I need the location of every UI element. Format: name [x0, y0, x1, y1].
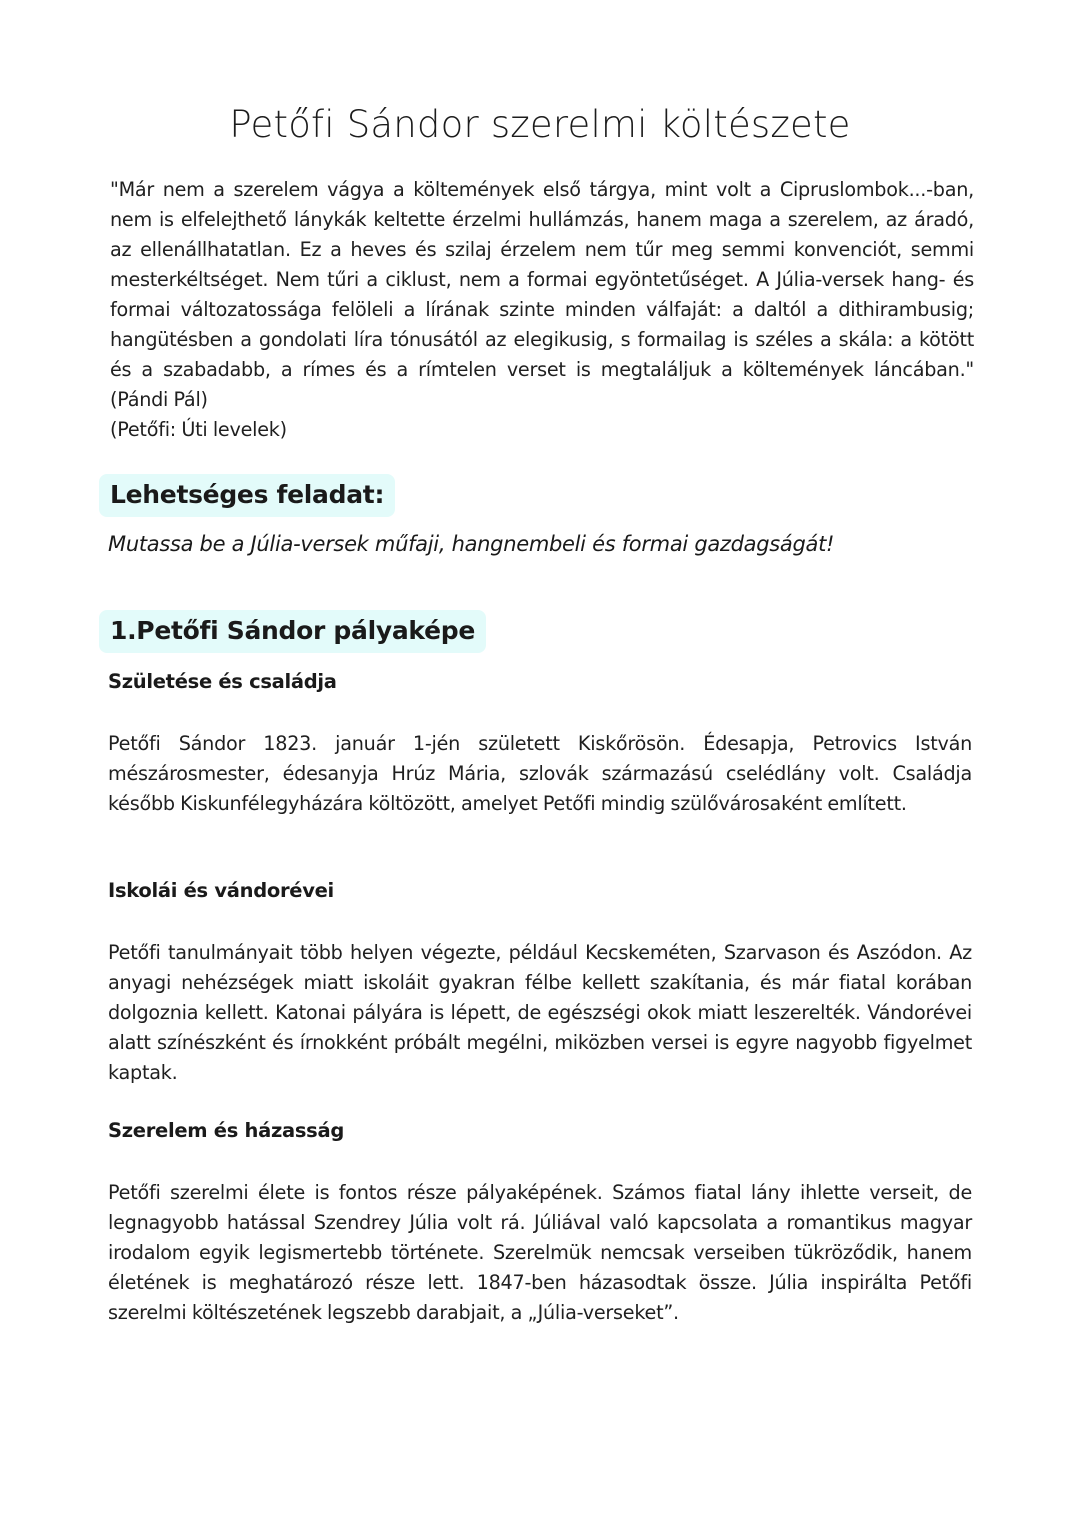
- subheading-love-marriage: Szerelem és házasság: [108, 1119, 344, 1142]
- paragraph-love-marriage: Petőfi szerelmi élete is fontos része pályaképének. Számos fiatal lány ihlette verseit, de legnagyobb hatással Szendrey Júlia volt rá. Júliával való kapcsolata a romantikus magyar irodalom egyik legismertebb története. Szerelmük nemcsak verseiben tükröződik, hanem életének is meghatározó része lett. 1847-ben házasodtak össze. Júlia inspirálta Petőfi szerelmi költészetének legszebb darabjait, a „Júlia-verseket”.: [108, 1181, 972, 1324]
- task-heading: Lehetséges feladat:: [99, 474, 395, 517]
- document-title: Petőfi Sándor szerelmi költészete: [229, 103, 851, 146]
- paragraph-school-years: Petőfi tanulmányait több helyen végezte, például Kecskeméten, Szarvason és Aszódon. Az anyagi nehézségek miatt iskoláit gyakran félbe kellett szakítania, és már fiatal korában dolgoznia kellett. Katonai pályára is lépett, de egészségi okok miatt leszerelték. Vándorévei alatt színészként és írnokként próbált megélni, miközben versei is egyre nagyobb figyelmet kaptak.: [108, 941, 972, 1084]
- intro-quote: [110, 175, 974, 445]
- quote-text: "Már nem a szerelem vágya a költemények első tárgya, mint volt a Cipruslombok...-ban, nem is elfelejthető lánykák keltette érzelmi hullámzás, hanem maga a szerelem, az áradó, az ellenállhatatlan. Ez a heves és szilaj érzelem nem tűr meg semmi konvenciót, semmi mesterkéltséget. Nem tűri a ciklust, nem a formai egyöntetűséget. A Júlia-versek hang- és formai változatossága felöleli a lírának szinte minden válfaját: a daltól a dithirambusig; hangütésben a gondolati líra tónusától az elegikusig, s formailag is széles a skála: a kötött és a szabadabb, a rímes és a rímtelen verset is megtaláljuk a költemények láncában." (Pándi Pál): [110, 178, 974, 411]
- subheading-birth-family: Születése és családja: [108, 670, 337, 693]
- quote-source: (Petőfi: Úti levelek): [110, 418, 287, 441]
- subheading-school-years: Iskolái és vándorévei: [108, 879, 334, 902]
- task-text: Mutassa be a Júlia-versek műfaji, hangnembeli és formai gazdagságát!: [108, 532, 835, 556]
- section-heading-career: 1.Petőfi Sándor pályaképe: [99, 610, 486, 653]
- paragraph-birth-family: Petőfi Sándor 1823. január 1-jén született Kiskőrösön. Édesapja, Petrovics István mészárosmester, édesanyja Hrúz Mária, szlovák származású cselédlány volt. Családja később Kiskunfélegyházára költözött, amelyet Petőfi mindig szülővárosaként említett.: [108, 732, 972, 815]
